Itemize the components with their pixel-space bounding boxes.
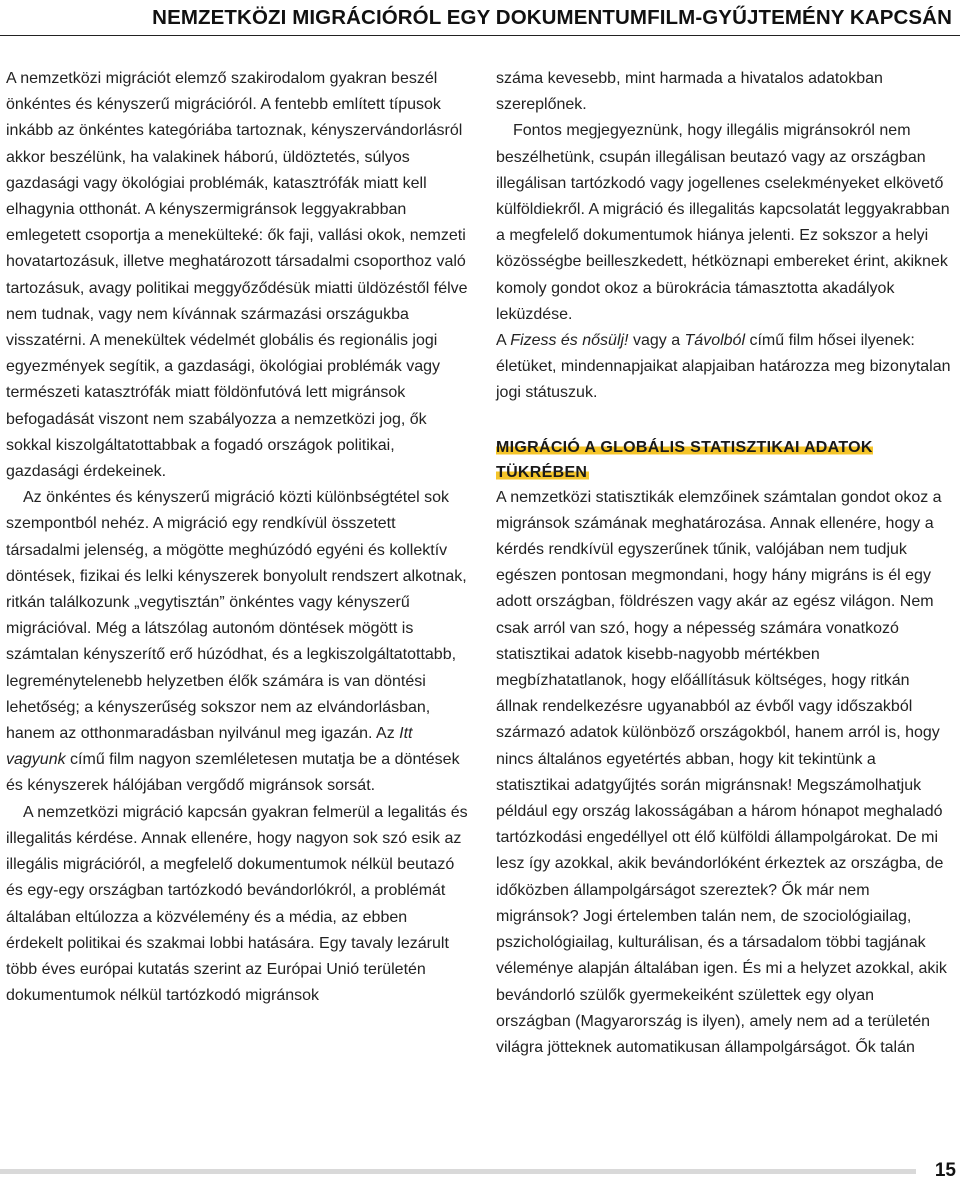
- paragraph-films: A Fizess és nősülj! vagy a Távolból című film hősei ilyenek: életüket, mindennapjaikat alapjaiban határozza meg bizonytalan jogi státuszuk.: [496, 332, 951, 402]
- paragraph-statistics: A nemzetközi statisztikák elemzőinek számtalan gondot okoz a migránsok számának meghatározása. Annak ellenére, hogy a kérdés rendkívül egyszerűnek tűnik, valójában nem tudjuk egészen pontosan megmondani, hogy hány migráns is él egy adott országban, földrészen vagy akár az egész világon. Nem csak arról van szó, hogy a népesség számára vonatkozó statisztikai adatok kisebb-nagyobb mértékben megbízhatatlanok, hogy előállításuk költséges, hogy ritkán állnak rendelkezésre ugyanabból az évből vagy időszakból származó adatok különböző országokból, hanem arról is, hogy nincs általános egyetértés abban, hogy kit tekintünk a statisztikai adatgyűjtés során migránsnak! Megszámolhatjuk például egy ország lakosságában a három hónapot meghaladó tartózkodási engedéllyel ott élő külföldi állampolgárokat. De mi lesz így azokkal, akik bevándorlóként érkeztek az országba, de időközben állampolgárságot szereztek? Ők már nem migránsok? Jogi értelemben talán nem, de szociológiailag, pszichológiailag, kulturálisan, és a társadalom többi tagjának véleménye alapján általában igen. És mi a helyzet azokkal, akik bevándorló szülők gyermekeiként születtek egy olyan országban (Magyarország is ilyen), amely nem ad a területén világra jötteknek automatikusan állampolgárságot. Ők talán: [496, 488, 947, 1056]
- page-number: 15: [934, 1160, 956, 1181]
- paragraph-illegal-migrants: Fontos megjegyeznünk, hogy illegális migránsokról nem beszélhetünk, csupán illegálisan beutazó vagy az országban illegálisan tartózkodó vagy jogellenes cselekményeket elkövető külföldiekről. A migráció és illegalitás kapcsolatát leggyakrabban a megfelelő dokumentumok hiánya jelenti. Ez sokszor a helyi közösségbe beilleszkedett, hétköznapi embereket érint, akiknek komoly gondot okoz a bürokrácia támasztotta akadályok leküzdése.: [496, 122, 950, 323]
- film-title-itt-vagyunk: Itt vagyunk: [6, 725, 413, 769]
- section-heading: MIGRÁCIÓ A GLOBÁLIS STATISZTIKAI ADATOK TÜKRÉBEN: [496, 438, 873, 481]
- paragraph-continuation: száma kevesebb, mint harmada a hivatalos adatokban szereplőnek.: [496, 70, 883, 114]
- left-column: [6, 66, 468, 1009]
- film-title-tavolbol: Távolból: [684, 332, 746, 350]
- film-title-fizess-es-nosulj: Fizess és nősülj!: [510, 332, 629, 350]
- paragraph-voluntary-forced: Az önkéntes és kényszerű migráció közti különbségtétel sok szempontból nehéz. A migráció egy rendkívül összetett társadalmi jelenség, a mögötte meghúzódó egyéni és kollektív döntések, fizikai és lelki kényszerek bonyolult rendszert alkotnak, ritkán találkozunk „vegytisztán” önkéntes vagy kényszerű migrációval. Még a látszólag autonóm döntések mögött is számtalan kényszerítő erő húzódhat, és a legkiszolgáltatottabb, legreménytelenebb helyzetben élők számára is van döntési lehetőség; a kényszerűség sokszor nem az elvándorlásban, hanem az otthonmaradásban nyilvánul meg igazán. Az Itt vagyunk című film nagyon szemléletesen mutatja be a döntések és kényszerek hálójában vergődő migránsok sorsát.: [6, 489, 467, 795]
- running-header-title: NEMZETKÖZI MIGRÁCIÓRÓL EGY DOKUMENTUMFILM-GYŰJTEMÉNY KAPCSÁN: [152, 6, 952, 29]
- right-column: [496, 66, 952, 1061]
- footer-bar: [0, 1169, 916, 1174]
- paragraph-legality: A nemzetközi migráció kapcsán gyakran felmerül a legalitás és illegalitás kérdése. Annak ellenére, hogy nagyon sok szó esik az illegális migrációról, a megfelelő dokumentumok nélkül beutazó és egy-egy országban tartózkodó bevándorlókról, a problémát általában eltúlozza a közvélemény és a média, az ebben érdekelt politikai és szakmai lobbi hatására. Egy tavaly lezárult több éves európai kutatás szerint az Európai Unió területén dokumentumok nélkül tartózkodó migránsok: [6, 803, 468, 1005]
- header-divider: [0, 35, 960, 36]
- paragraph-migration-types: A nemzetközi migrációt elemző szakirodalom gyakran beszél önkéntes és kényszerű migrációról. A fentebb említett típusok inkább az önkéntes kategóriába tartoznak, kényszervándorlásról akkor beszélünk, ha valakinek háború, üldöztetés, súlyos gazdasági vagy ökológiai problémák, katasztrófák miatt kell elhagynia otthonát. A kényszermigránsok leggyakrabban emlegetett csoportja a menekülteké: ők faji, vallási okok, nemzeti hovatartozásuk, illetve meghatározott társadalmi csoporthoz való tartozásuk, avagy politikai meggyőződésük miatti üldözéstől félve nem tudnak, vagy nem kívánnak származási országukba visszatérni. A menekültek védelmét globális és regionális jogi egyezmények segítik, a gazdasági, ökológiai problémák vagy természeti katasztrófák miatt földönfutóvá lett migránsok befogadását viszont nem szabályozza a nemzetközi jog, ők sokkal kiszolgáltatottabbak a fogadó országok politikai, gazdasági érdekeinek.: [6, 70, 468, 481]
